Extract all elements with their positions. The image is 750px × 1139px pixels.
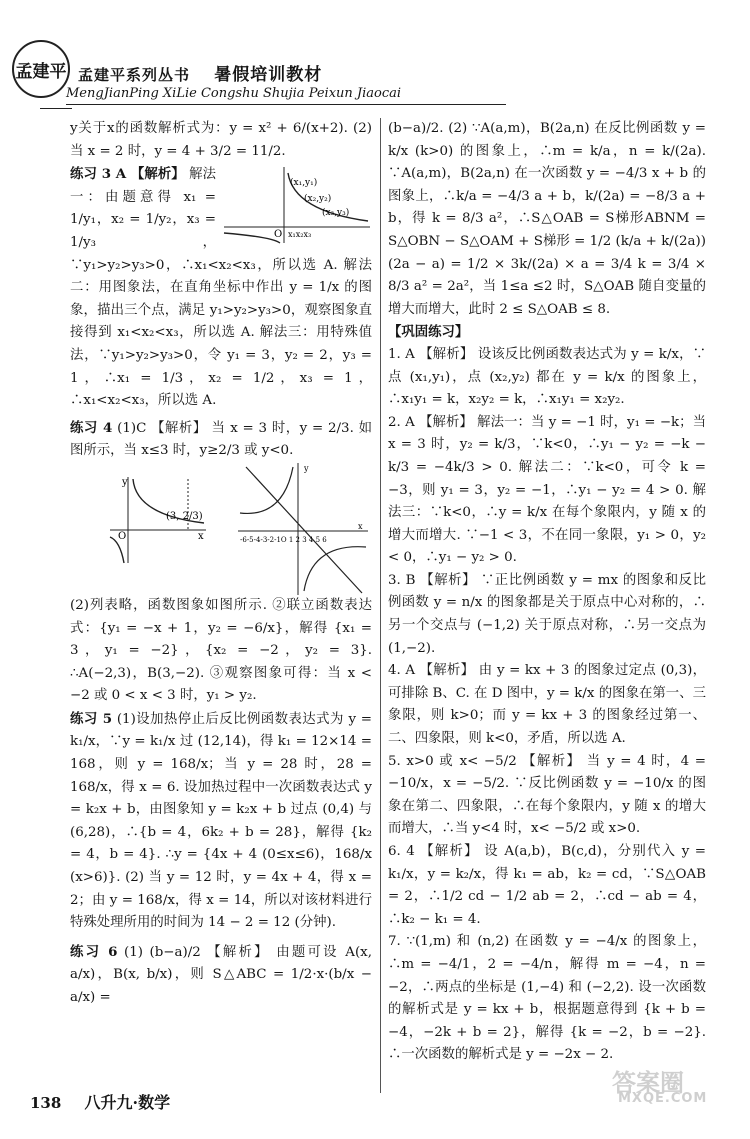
answer-paragraph: (1)C 【解析】 当 x = 3 时，y = 2/3. 如图所示，当 x≤3 时，y≥2/3 或 y<0. — [70, 420, 372, 459]
section-heading: 【巩固练习】 — [388, 324, 469, 341]
answer-item: 3. B 【解析】 ∵正比例函数 y = mx 的图象和反比例函数 y = n/x 的图象都是关于原点中心对称的，∴另一个交点与 (−1,2) 关于原点对称，∴另一交点为 (1,−2). — [388, 572, 706, 656]
exercise-heading: 练习 3 A 【解析】 — [70, 166, 185, 183]
answer-paragraph: (2)列表略，函数图象如图所示. ②联立函数表达式：{y₁ = −x + 1，y₂ = −6/x}，解得 {x₁ = 3，y₁ = −2}，{x₂ = −2，y₂ = 3}. ∴A(−2,3)，B(3,−2). ③观察图象可得：当 x < −2 或 0 < x < 3 时，y₁ > y₂. — [70, 597, 372, 704]
book-subject: 八升九·数学 — [84, 1093, 171, 1112]
series-pinyin: MengJianPing XiLie Congshu Shujia Peixun Jiaocai — [66, 86, 402, 101]
exercise-heading: 练习 5 — [70, 710, 113, 727]
graph1-point3: (x₃,y₃) — [322, 208, 350, 219]
graph-inverse-1 — [222, 165, 372, 245]
header-rule — [66, 104, 506, 105]
answer-item: 7. ∵(1,m) 和 (n,2) 在函数 y = −4/x 的图象上，∴m = −4/1，2 = −4/n，解得 m = −4，n = −2，∴两点的坐标是 (1,−4) 和 (−2,2). 设一次函数的解析式是 y = kx + b，根据题意得到 {k + b = −4，−2k + b = 2}，解得 {k = −2，b = −2}. ∴一次函数的解析式是 y = −2x − 2. — [388, 934, 706, 1063]
page-number: 138 — [30, 1094, 62, 1112]
series-title — [78, 60, 322, 85]
answer-paragraph: 解法一：由题意得 x₁ = 1/y₁，x₂ = 1/y₂，x₃ = 1/y₃，∵y₁>y₂>y₃>0，∴x₁<x₂<x₃，所以选 A. 解法二：用图象法，在直角坐标中作出 y = 1/x 的图象，描出三个点，满足 y₁>y₂>y₃>0，观察图象直接得到 x₁<x₂<x₃，所以选 A. 解法三：用特殊值法，∵y₁>y₂>y₃>0，令 y₁ = 3，y₂ = 2，y₃ = 1，∴x₁ = 1/3，x₂ = 1/2，x₃ = 1，∴x₁<x₂<x₃，所以选 A. — [70, 167, 372, 409]
answer-paragraph: (1) (b−a)/2 【解析】 由题可设 A(x, a/x)，B(x, b/x)，则 S△ABC = 1/2·x·(b/x − a/x) = — [70, 944, 372, 1005]
publisher-logo: 孟建平 — [12, 40, 70, 98]
answer-item: 6. 4 【解析】 设 A(a,b)，B(c,d)，分别代入 y = k₁/x，y = k₂/x，得 k₁ = ab，k₂ = cd，∵S△OAB = 2，∴1/2 cd − 1/2 ab = 2，∴cd − ab = 4，∴k₂ − k₁ = 4. — [388, 844, 706, 927]
header-rule-left — [40, 108, 72, 109]
watermark-text: 答案圈 — [612, 1069, 684, 1097]
answer-paragraph: y关于x的函数解析式为：y = x² + 6/(x+2). (2) 当 x = 2 时，y = 4 + 3/2 = 11/2. — [70, 121, 372, 159]
exercise-heading: 练习 6 — [70, 943, 118, 960]
graph3-y-label: y — [304, 463, 309, 473]
graph2-origin: O — [118, 530, 127, 542]
graph-inverse-2 — [108, 475, 208, 565]
graph3-x-label: x — [358, 521, 363, 531]
right-column — [388, 118, 706, 1067]
graph1-origin: O — [274, 229, 283, 241]
graph1-point2: (x₂,y₂) — [304, 194, 332, 205]
answer-item: 4. A 【解析】 由 y = kx + 3 的图象过定点 (0,3)，可排除 B、C. 在 D 图中，y = k/x 的图象在第一、三象限，则 k>0；而 y = kx + 3 的图象经过第一、二、四象限，则 k<0，矛盾，所以选 A. — [388, 663, 706, 747]
graph1-xticks: x₁x₂x₃ — [288, 230, 312, 240]
page-footer — [30, 1090, 170, 1113]
graph3-xticks: -6-5-4-3-2-1O 1 2 3 4 5 6 — [240, 535, 327, 544]
series-name: 孟建平系列丛书 — [78, 66, 191, 84]
graph1-point1: (x₁,y₁) — [290, 178, 318, 189]
graph2-point: (3, 2/3) — [166, 510, 203, 522]
figure-row — [70, 463, 372, 595]
answer-item: 5. x>0 或 x< −5/2 【解析】 当 y = 4 时，4 = −10/x，x = −5/2. ∵反比例函数 y = −10/x 的图象在第二、四象限，∴在每个象限内，y 随 x 的增大而增大，∴当 y<4 时，x< −5/2 或 x>0. — [388, 753, 706, 837]
page-header — [0, 0, 750, 118]
column-divider — [380, 118, 381, 1093]
graph2-y-label: y — [122, 476, 128, 488]
answer-item: 1. A 【解析】 设该反比例函数表达式为 y = k/x，∵点 (x₁,y₁)，点 (x₂,y₂) 都在 y = k/x 的图象上，∴x₁y₁ = k，x₂y₂ = k，∴x₁y₁ = x₂y₂. — [388, 346, 706, 408]
book-type: 暑假培训教材 — [214, 65, 323, 85]
graph-line-hyperbola — [238, 463, 368, 595]
answer-paragraph: (b−a)/2. (2) ∵A(a,m)，B(2a,n) 在反比例函数 y = k/x (k>0) 的图象上，∴m = k/a，n = k/(2a). ∵A(a,m)，B(2a,n) 在一次函数 y = −4/3 x + b 的图象上，∴k/a = −4/3 a + b，k/(2a) = −8/3 a + b，得 k = 8/3 a²，∴S△OAB = S梯形ABNM = S△OBN − S△OAM + S梯形 = 1/2 (k/a + k/(2a))(2a − a) = 1/2 × 3k/(2a) × a = 3/4 k = 3/4 × 8/3 a² = 2a²，当 1≤a ≤2 时，S△OAB 随自变量的增大而增大，此时 2 ≤ S△OAB ≤ 8. — [388, 121, 706, 317]
answer-paragraph: (1)设加热停止后反比例函数表达式为 y = k₁/x，∵y = k₁/x 过 (12,14)，得 k₁ = 12×14 = 168，则 y = 168/x；当 y = 28 时，28 = 168/x，得 x = 6. 设加热过程中一次函数表达式 y = k₂x + b，由图象知 y = k₂x + b 过点 (0,4) 与 (6,28)，∴{b = 4，6k₂ + b = 28}，解得 {k₂ = 4，b = 4}. ∴y = {4x + 4 (0≤x≤6)，168/x (x>6)}. (2) 当 y = 12 时，y = 4x + 4，得 x = 2；由 y = 168/x，得 x = 14，所以对该材料进行特殊处理所用的时间为 14 − 2 = 12 (分钟). — [70, 711, 373, 931]
left-column — [70, 118, 372, 1010]
exercise-heading: 练习 4 — [70, 419, 113, 436]
graph2-x-label: x — [198, 530, 204, 542]
watermark-url: MXQE.COM — [618, 1091, 708, 1106]
answer-item: 2. A 【解析】 解法一：当 y = −1 时，y₁ = −k；当 x = 3 时，y₂ = k/3，∵k<0，∴y₁ − y₂ = −k − k/3 = −4k/3 > 0. 解法二：∵k<0，可令 k = −3，则 y₁ = 3，y₂ = −1，∴y₁ − y₂ = 4 > 0. 解法三：∵k<0，∴y = k/x 在每个象限内，y 随 x 的增大而增大. ∵−1 < 3，不在同一象限，y₁ > 0，y₂ < 0，∴y₁ − y₂ > 0. — [388, 414, 706, 566]
watermark — [612, 1063, 720, 1109]
